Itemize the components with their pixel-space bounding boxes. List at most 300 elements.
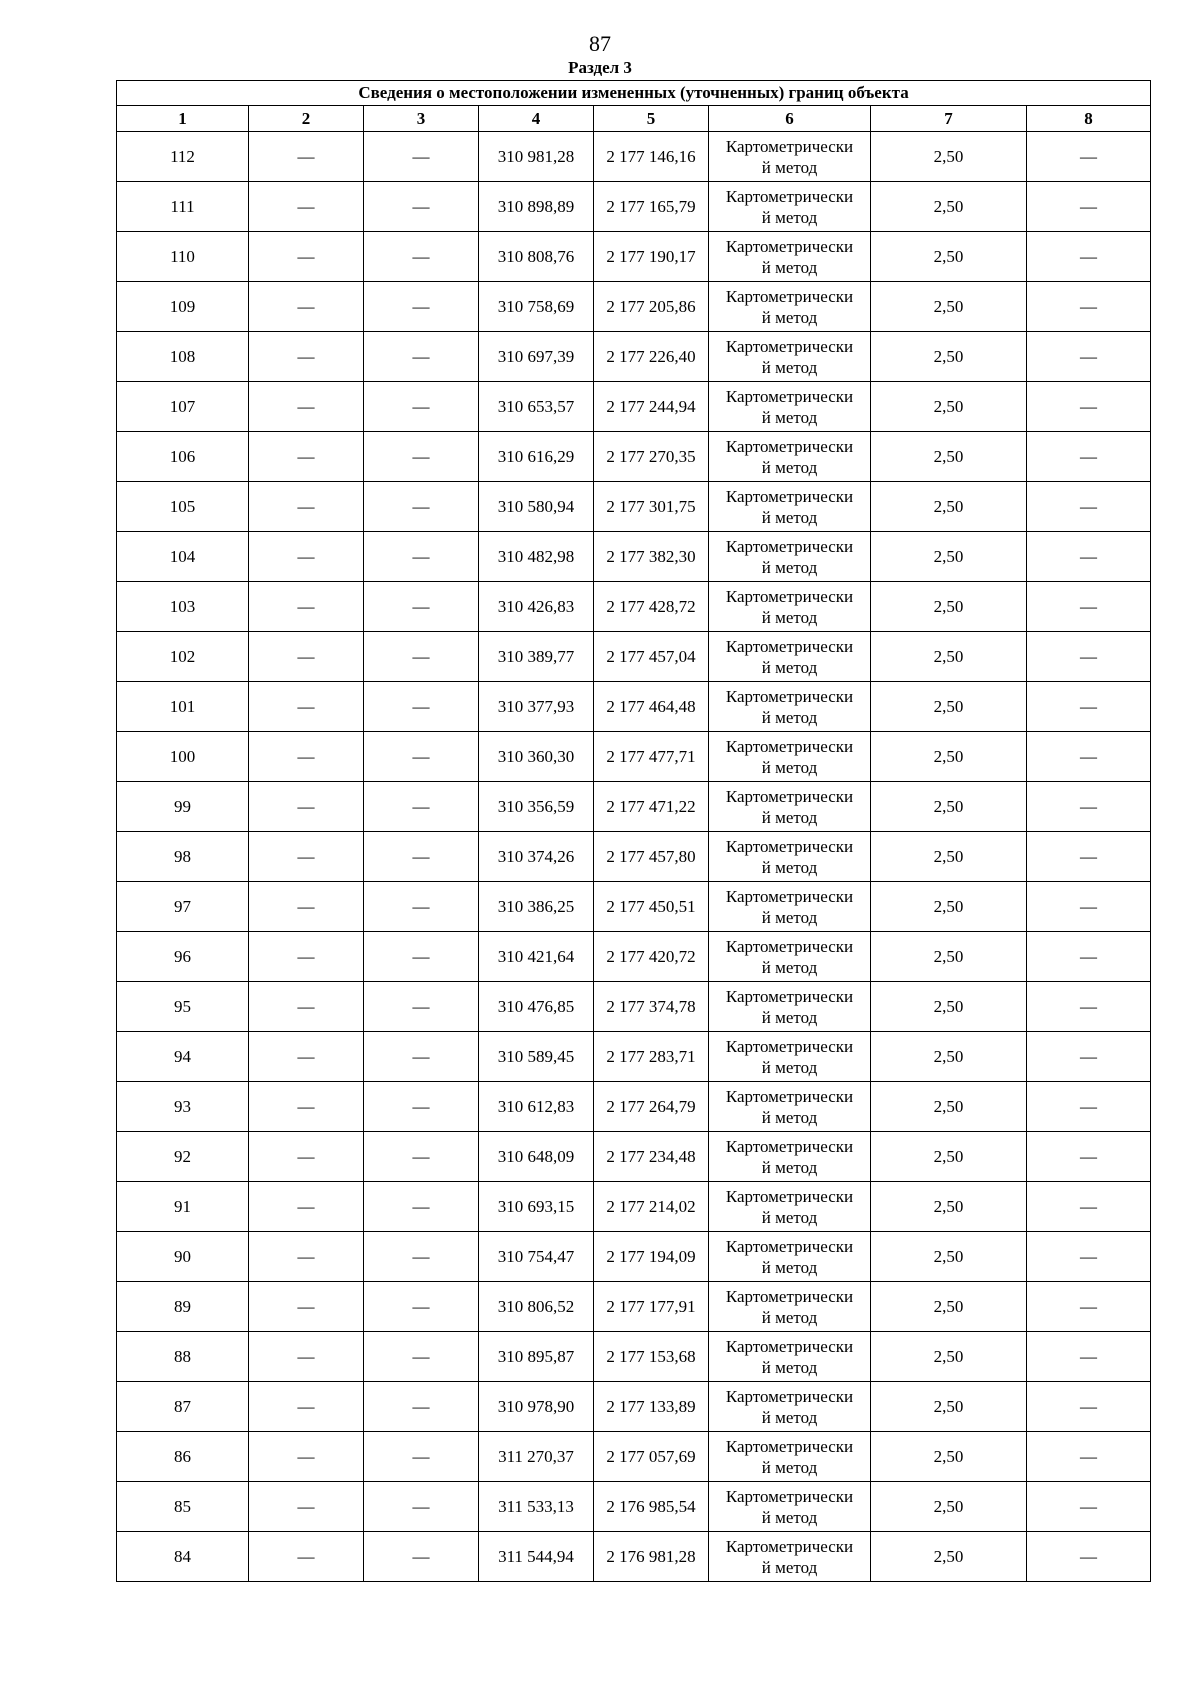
y-coordinate-cell: 2 177 464,48 bbox=[594, 682, 709, 732]
column-header: 7 bbox=[871, 106, 1027, 132]
method-cell bbox=[709, 1182, 871, 1232]
method-line-2: й метод bbox=[761, 1057, 818, 1077]
column-2-cell: — bbox=[249, 1482, 364, 1532]
x-coordinate-cell: 310 389,77 bbox=[479, 632, 594, 682]
point-number-cell: 92 bbox=[117, 1132, 249, 1182]
accuracy-cell: 2,50 bbox=[871, 632, 1027, 682]
point-number-cell: 93 bbox=[117, 1082, 249, 1132]
x-coordinate-cell: 311 533,13 bbox=[479, 1482, 594, 1532]
column-3-cell: — bbox=[364, 282, 479, 332]
y-coordinate-cell: 2 177 428,72 bbox=[594, 582, 709, 632]
method-line-1: Картометрически bbox=[725, 186, 854, 206]
column-2-cell: — bbox=[249, 482, 364, 532]
point-number-cell: 96 bbox=[117, 932, 249, 982]
method-cell bbox=[709, 1082, 871, 1132]
method-line-1: Картометрически bbox=[725, 836, 854, 856]
accuracy-cell: 2,50 bbox=[871, 682, 1027, 732]
method-cell bbox=[709, 1432, 871, 1482]
y-coordinate-cell: 2 177 190,17 bbox=[594, 232, 709, 282]
column-3-cell: — bbox=[364, 1132, 479, 1182]
accuracy-cell: 2,50 bbox=[871, 482, 1027, 532]
point-number-cell: 88 bbox=[117, 1332, 249, 1382]
method-cell bbox=[709, 1232, 871, 1282]
table-row bbox=[117, 482, 1151, 532]
column-3-cell: — bbox=[364, 732, 479, 782]
y-coordinate-cell: 2 177 133,89 bbox=[594, 1382, 709, 1432]
y-coordinate-cell: 2 177 214,02 bbox=[594, 1182, 709, 1232]
method-cell bbox=[709, 282, 871, 332]
method-line-1: Картометрически bbox=[725, 436, 854, 456]
y-coordinate-cell: 2 177 477,71 bbox=[594, 732, 709, 782]
x-coordinate-cell: 310 426,83 bbox=[479, 582, 594, 632]
column-8-cell: — bbox=[1027, 1282, 1151, 1332]
method-line-1: Картометрически bbox=[725, 1286, 854, 1306]
table-row bbox=[117, 1332, 1151, 1382]
method-line-1: Картометрически bbox=[725, 786, 854, 806]
accuracy-cell: 2,50 bbox=[871, 1182, 1027, 1232]
column-2-cell: — bbox=[249, 782, 364, 832]
accuracy-cell: 2,50 bbox=[871, 832, 1027, 882]
method-cell bbox=[709, 1382, 871, 1432]
table-row bbox=[117, 632, 1151, 682]
column-8-cell: — bbox=[1027, 282, 1151, 332]
method-line-1: Картометрически bbox=[725, 1386, 854, 1406]
column-3-cell: — bbox=[364, 532, 479, 582]
point-number-cell: 102 bbox=[117, 632, 249, 682]
column-8-cell: — bbox=[1027, 582, 1151, 632]
x-coordinate-cell: 310 589,45 bbox=[479, 1032, 594, 1082]
x-coordinate-cell: 310 377,93 bbox=[479, 682, 594, 732]
column-2-cell: — bbox=[249, 882, 364, 932]
y-coordinate-cell: 2 177 057,69 bbox=[594, 1432, 709, 1482]
column-3-cell: — bbox=[364, 332, 479, 382]
column-8-cell: — bbox=[1027, 1382, 1151, 1432]
table-row bbox=[117, 382, 1151, 432]
accuracy-cell: 2,50 bbox=[871, 1432, 1027, 1482]
method-line-2: й метод bbox=[761, 1357, 818, 1377]
method-cell bbox=[709, 332, 871, 382]
y-coordinate-cell: 2 177 165,79 bbox=[594, 182, 709, 232]
column-8-cell: — bbox=[1027, 382, 1151, 432]
x-coordinate-cell: 310 978,90 bbox=[479, 1382, 594, 1432]
method-line-2: й метод bbox=[761, 1307, 818, 1327]
y-coordinate-cell: 2 177 244,94 bbox=[594, 382, 709, 432]
column-2-cell: — bbox=[249, 1082, 364, 1132]
method-line-2: й метод bbox=[761, 1107, 818, 1127]
point-number-cell: 107 bbox=[117, 382, 249, 432]
page-number: 87 bbox=[589, 31, 611, 56]
column-3-cell: — bbox=[364, 1332, 479, 1382]
y-coordinate-cell: 2 177 234,48 bbox=[594, 1132, 709, 1182]
x-coordinate-cell: 310 808,76 bbox=[479, 232, 594, 282]
method-line-2: й метод bbox=[761, 307, 818, 327]
method-line-2: й метод bbox=[761, 657, 818, 677]
x-coordinate-cell: 310 580,94 bbox=[479, 482, 594, 532]
column-3-cell: — bbox=[364, 682, 479, 732]
point-number-cell: 103 bbox=[117, 582, 249, 632]
table-row bbox=[117, 982, 1151, 1032]
x-coordinate-cell: 310 648,09 bbox=[479, 1132, 594, 1182]
column-2-cell: — bbox=[249, 1282, 364, 1332]
method-line-1: Картометрически bbox=[725, 586, 854, 606]
method-line-2: й метод bbox=[761, 457, 818, 477]
method-line-1: Картометрически bbox=[725, 286, 854, 306]
column-8-cell: — bbox=[1027, 182, 1151, 232]
column-3-cell: — bbox=[364, 982, 479, 1032]
method-cell bbox=[709, 132, 871, 182]
method-cell bbox=[709, 1132, 871, 1182]
method-line-2: й метод bbox=[761, 1407, 818, 1427]
accuracy-cell: 2,50 bbox=[871, 582, 1027, 632]
method-line-2: й метод bbox=[761, 507, 818, 527]
table-row bbox=[117, 682, 1151, 732]
method-cell bbox=[709, 582, 871, 632]
table-row bbox=[117, 282, 1151, 332]
x-coordinate-cell: 310 653,57 bbox=[479, 382, 594, 432]
x-coordinate-cell: 310 360,30 bbox=[479, 732, 594, 782]
y-coordinate-cell: 2 177 194,09 bbox=[594, 1232, 709, 1282]
method-line-1: Картометрически bbox=[725, 1486, 854, 1506]
point-number-cell: 109 bbox=[117, 282, 249, 332]
column-8-cell: — bbox=[1027, 1182, 1151, 1232]
method-cell bbox=[709, 632, 871, 682]
column-3-cell: — bbox=[364, 1282, 479, 1332]
method-cell bbox=[709, 882, 871, 932]
y-coordinate-cell: 2 177 374,78 bbox=[594, 982, 709, 1032]
accuracy-cell: 2,50 bbox=[871, 982, 1027, 1032]
accuracy-cell: 2,50 bbox=[871, 1132, 1027, 1182]
x-coordinate-cell: 310 981,28 bbox=[479, 132, 594, 182]
method-cell bbox=[709, 182, 871, 232]
table-row bbox=[117, 432, 1151, 482]
x-coordinate-cell: 311 544,94 bbox=[479, 1532, 594, 1582]
column-2-cell: — bbox=[249, 1032, 364, 1082]
table-row bbox=[117, 782, 1151, 832]
y-coordinate-cell: 2 176 981,28 bbox=[594, 1532, 709, 1582]
table-row bbox=[117, 932, 1151, 982]
column-header: 5 bbox=[594, 106, 709, 132]
coordinates-table bbox=[116, 80, 1151, 1582]
column-8-cell: — bbox=[1027, 1082, 1151, 1132]
method-line-2: й метод bbox=[761, 1507, 818, 1527]
accuracy-cell: 2,50 bbox=[871, 132, 1027, 182]
column-8-cell: — bbox=[1027, 1032, 1151, 1082]
column-2-cell: — bbox=[249, 982, 364, 1032]
column-8-cell: — bbox=[1027, 732, 1151, 782]
point-number-cell: 84 bbox=[117, 1532, 249, 1582]
column-3-cell: — bbox=[364, 182, 479, 232]
point-number-cell: 86 bbox=[117, 1432, 249, 1482]
x-coordinate-cell: 310 386,25 bbox=[479, 882, 594, 932]
column-header: 2 bbox=[249, 106, 364, 132]
method-line-1: Картометрически bbox=[725, 536, 854, 556]
column-2-cell: — bbox=[249, 432, 364, 482]
column-2-cell: — bbox=[249, 332, 364, 382]
column-8-cell: — bbox=[1027, 532, 1151, 582]
method-line-1: Картометрически bbox=[725, 236, 854, 256]
column-2-cell: — bbox=[249, 1182, 364, 1232]
method-cell bbox=[709, 1482, 871, 1532]
accuracy-cell: 2,50 bbox=[871, 382, 1027, 432]
method-line-2: й метод bbox=[761, 607, 818, 627]
table-row bbox=[117, 182, 1151, 232]
table-caption: Сведения о местоположении измененных (уточненных) границ объекта bbox=[117, 81, 1151, 106]
x-coordinate-cell: 311 270,37 bbox=[479, 1432, 594, 1482]
x-coordinate-cell: 310 356,59 bbox=[479, 782, 594, 832]
column-3-cell: — bbox=[364, 432, 479, 482]
column-3-cell: — bbox=[364, 1232, 479, 1282]
column-2-cell: — bbox=[249, 282, 364, 332]
column-8-cell: — bbox=[1027, 332, 1151, 382]
column-header: 8 bbox=[1027, 106, 1151, 132]
method-line-2: й метод bbox=[761, 857, 818, 877]
x-coordinate-cell: 310 754,47 bbox=[479, 1232, 594, 1282]
method-line-1: Картометрически bbox=[725, 1536, 854, 1556]
method-cell bbox=[709, 732, 871, 782]
method-cell bbox=[709, 232, 871, 282]
y-coordinate-cell: 2 177 471,22 bbox=[594, 782, 709, 832]
column-2-cell: — bbox=[249, 832, 364, 882]
point-number-cell: 98 bbox=[117, 832, 249, 882]
accuracy-cell: 2,50 bbox=[871, 1482, 1027, 1532]
method-line-1: Картометрически bbox=[725, 486, 854, 506]
column-8-cell: — bbox=[1027, 232, 1151, 282]
column-8-cell: — bbox=[1027, 1232, 1151, 1282]
method-line-2: й метод bbox=[761, 1557, 818, 1577]
method-line-2: й метод bbox=[761, 257, 818, 277]
section-title: Раздел 3 bbox=[568, 58, 632, 77]
point-number-cell: 99 bbox=[117, 782, 249, 832]
accuracy-cell: 2,50 bbox=[871, 1232, 1027, 1282]
table-row bbox=[117, 1532, 1151, 1582]
table-row bbox=[117, 1432, 1151, 1482]
accuracy-cell: 2,50 bbox=[871, 1032, 1027, 1082]
accuracy-cell: 2,50 bbox=[871, 232, 1027, 282]
x-coordinate-cell: 310 612,83 bbox=[479, 1082, 594, 1132]
table-row bbox=[117, 1082, 1151, 1132]
method-cell bbox=[709, 782, 871, 832]
y-coordinate-cell: 2 177 283,71 bbox=[594, 1032, 709, 1082]
x-coordinate-cell: 310 806,52 bbox=[479, 1282, 594, 1332]
table-row bbox=[117, 1132, 1151, 1182]
point-number-cell: 110 bbox=[117, 232, 249, 282]
column-3-cell: — bbox=[364, 1382, 479, 1432]
y-coordinate-cell: 2 177 226,40 bbox=[594, 332, 709, 382]
method-line-2: й метод bbox=[761, 207, 818, 227]
column-3-cell: — bbox=[364, 832, 479, 882]
table-row bbox=[117, 332, 1151, 382]
method-cell bbox=[709, 982, 871, 1032]
y-coordinate-cell: 2 177 205,86 bbox=[594, 282, 709, 332]
column-3-cell: — bbox=[364, 132, 479, 182]
column-8-cell: — bbox=[1027, 782, 1151, 832]
method-line-1: Картометрически bbox=[725, 336, 854, 356]
accuracy-cell: 2,50 bbox=[871, 1082, 1027, 1132]
y-coordinate-cell: 2 177 177,91 bbox=[594, 1282, 709, 1332]
column-2-cell: — bbox=[249, 182, 364, 232]
column-3-cell: — bbox=[364, 582, 479, 632]
method-cell bbox=[709, 482, 871, 532]
column-3-cell: — bbox=[364, 932, 479, 982]
method-line-2: й метод bbox=[761, 757, 818, 777]
accuracy-cell: 2,50 bbox=[871, 532, 1027, 582]
x-coordinate-cell: 310 895,87 bbox=[479, 1332, 594, 1382]
column-3-cell: — bbox=[364, 882, 479, 932]
method-line-2: й метод bbox=[761, 907, 818, 927]
accuracy-cell: 2,50 bbox=[871, 182, 1027, 232]
method-line-2: й метод bbox=[761, 1207, 818, 1227]
method-line-2: й метод bbox=[761, 807, 818, 827]
method-cell bbox=[709, 532, 871, 582]
y-coordinate-cell: 2 177 301,75 bbox=[594, 482, 709, 532]
column-2-cell: — bbox=[249, 682, 364, 732]
point-number-cell: 100 bbox=[117, 732, 249, 782]
point-number-cell: 91 bbox=[117, 1182, 249, 1232]
point-number-cell: 105 bbox=[117, 482, 249, 532]
table-row bbox=[117, 732, 1151, 782]
accuracy-cell: 2,50 bbox=[871, 1282, 1027, 1332]
column-3-cell: — bbox=[364, 1432, 479, 1482]
method-cell bbox=[709, 1532, 871, 1582]
column-3-cell: — bbox=[364, 632, 479, 682]
x-coordinate-cell: 310 693,15 bbox=[479, 1182, 594, 1232]
accuracy-cell: 2,50 bbox=[871, 432, 1027, 482]
column-8-cell: — bbox=[1027, 682, 1151, 732]
column-2-cell: — bbox=[249, 732, 364, 782]
method-line-2: й метод bbox=[761, 957, 818, 977]
y-coordinate-cell: 2 177 382,30 bbox=[594, 532, 709, 582]
method-cell bbox=[709, 832, 871, 882]
point-number-cell: 106 bbox=[117, 432, 249, 482]
column-8-cell: — bbox=[1027, 482, 1151, 532]
accuracy-cell: 2,50 bbox=[871, 1382, 1027, 1432]
column-2-cell: — bbox=[249, 932, 364, 982]
point-number-cell: 90 bbox=[117, 1232, 249, 1282]
accuracy-cell: 2,50 bbox=[871, 882, 1027, 932]
point-number-cell: 94 bbox=[117, 1032, 249, 1082]
method-line-2: й метод bbox=[761, 1007, 818, 1027]
table-row bbox=[117, 532, 1151, 582]
column-3-cell: — bbox=[364, 782, 479, 832]
column-8-cell: — bbox=[1027, 982, 1151, 1032]
column-2-cell: — bbox=[249, 1132, 364, 1182]
column-8-cell: — bbox=[1027, 1332, 1151, 1382]
x-coordinate-cell: 310 758,69 bbox=[479, 282, 594, 332]
accuracy-cell: 2,50 bbox=[871, 282, 1027, 332]
method-cell bbox=[709, 1332, 871, 1382]
column-2-cell: — bbox=[249, 582, 364, 632]
method-line-2: й метод bbox=[761, 157, 818, 177]
point-number-cell: 87 bbox=[117, 1382, 249, 1432]
column-8-cell: — bbox=[1027, 932, 1151, 982]
method-line-2: й метод bbox=[761, 407, 818, 427]
point-number-cell: 89 bbox=[117, 1282, 249, 1332]
x-coordinate-cell: 310 898,89 bbox=[479, 182, 594, 232]
y-coordinate-cell: 2 177 457,80 bbox=[594, 832, 709, 882]
method-cell bbox=[709, 382, 871, 432]
method-cell bbox=[709, 932, 871, 982]
y-coordinate-cell: 2 177 420,72 bbox=[594, 932, 709, 982]
column-8-cell: — bbox=[1027, 1532, 1151, 1582]
point-number-cell: 112 bbox=[117, 132, 249, 182]
table-caption-row bbox=[117, 81, 1151, 106]
column-2-cell: — bbox=[249, 632, 364, 682]
column-8-cell: — bbox=[1027, 1482, 1151, 1532]
column-header: 6 bbox=[709, 106, 871, 132]
column-header: 4 bbox=[479, 106, 594, 132]
method-line-2: й метод bbox=[761, 1257, 818, 1277]
y-coordinate-cell: 2 177 270,35 bbox=[594, 432, 709, 482]
column-8-cell: — bbox=[1027, 432, 1151, 482]
column-header: 3 bbox=[364, 106, 479, 132]
point-number-cell: 85 bbox=[117, 1482, 249, 1532]
method-line-1: Картометрически bbox=[725, 136, 854, 156]
method-cell bbox=[709, 1282, 871, 1332]
accuracy-cell: 2,50 bbox=[871, 932, 1027, 982]
y-coordinate-cell: 2 176 985,54 bbox=[594, 1482, 709, 1532]
column-2-cell: — bbox=[249, 532, 364, 582]
method-line-1: Картометрически bbox=[725, 1086, 854, 1106]
accuracy-cell: 2,50 bbox=[871, 332, 1027, 382]
table-row bbox=[117, 832, 1151, 882]
column-2-cell: — bbox=[249, 132, 364, 182]
column-3-cell: — bbox=[364, 382, 479, 432]
table-row bbox=[117, 1282, 1151, 1332]
column-2-cell: — bbox=[249, 1232, 364, 1282]
method-line-1: Картометрически bbox=[725, 936, 854, 956]
point-number-cell: 111 bbox=[117, 182, 249, 232]
table-row bbox=[117, 582, 1151, 632]
accuracy-cell: 2,50 bbox=[871, 1332, 1027, 1382]
table-row bbox=[117, 132, 1151, 182]
method-line-1: Картометрически bbox=[725, 1186, 854, 1206]
column-2-cell: — bbox=[249, 1532, 364, 1582]
method-line-1: Картометрически bbox=[725, 636, 854, 656]
column-2-cell: — bbox=[249, 232, 364, 282]
table-row bbox=[117, 1232, 1151, 1282]
table-row bbox=[117, 1032, 1151, 1082]
column-3-cell: — bbox=[364, 1532, 479, 1582]
column-2-cell: — bbox=[249, 1382, 364, 1432]
x-coordinate-cell: 310 482,98 bbox=[479, 532, 594, 582]
column-8-cell: — bbox=[1027, 1432, 1151, 1482]
accuracy-cell: 2,50 bbox=[871, 732, 1027, 782]
method-line-2: й метод bbox=[761, 557, 818, 577]
method-line-1: Картометрически bbox=[725, 1436, 854, 1456]
method-cell bbox=[709, 682, 871, 732]
y-coordinate-cell: 2 177 450,51 bbox=[594, 882, 709, 932]
method-line-1: Картометрически bbox=[725, 986, 854, 1006]
point-number-cell: 95 bbox=[117, 982, 249, 1032]
point-number-cell: 101 bbox=[117, 682, 249, 732]
method-line-1: Картометрически bbox=[725, 386, 854, 406]
y-coordinate-cell: 2 177 264,79 bbox=[594, 1082, 709, 1132]
table-body bbox=[117, 132, 1151, 1582]
table-row bbox=[117, 232, 1151, 282]
method-line-1: Картометрически bbox=[725, 1236, 854, 1256]
x-coordinate-cell: 310 421,64 bbox=[479, 932, 594, 982]
x-coordinate-cell: 310 374,26 bbox=[479, 832, 594, 882]
column-8-cell: — bbox=[1027, 1132, 1151, 1182]
method-line-1: Картометрически bbox=[725, 886, 854, 906]
point-number-cell: 97 bbox=[117, 882, 249, 932]
point-number-cell: 104 bbox=[117, 532, 249, 582]
method-cell bbox=[709, 432, 871, 482]
method-line-2: й метод bbox=[761, 707, 818, 727]
table-row bbox=[117, 882, 1151, 932]
column-3-cell: — bbox=[364, 232, 479, 282]
column-8-cell: — bbox=[1027, 832, 1151, 882]
